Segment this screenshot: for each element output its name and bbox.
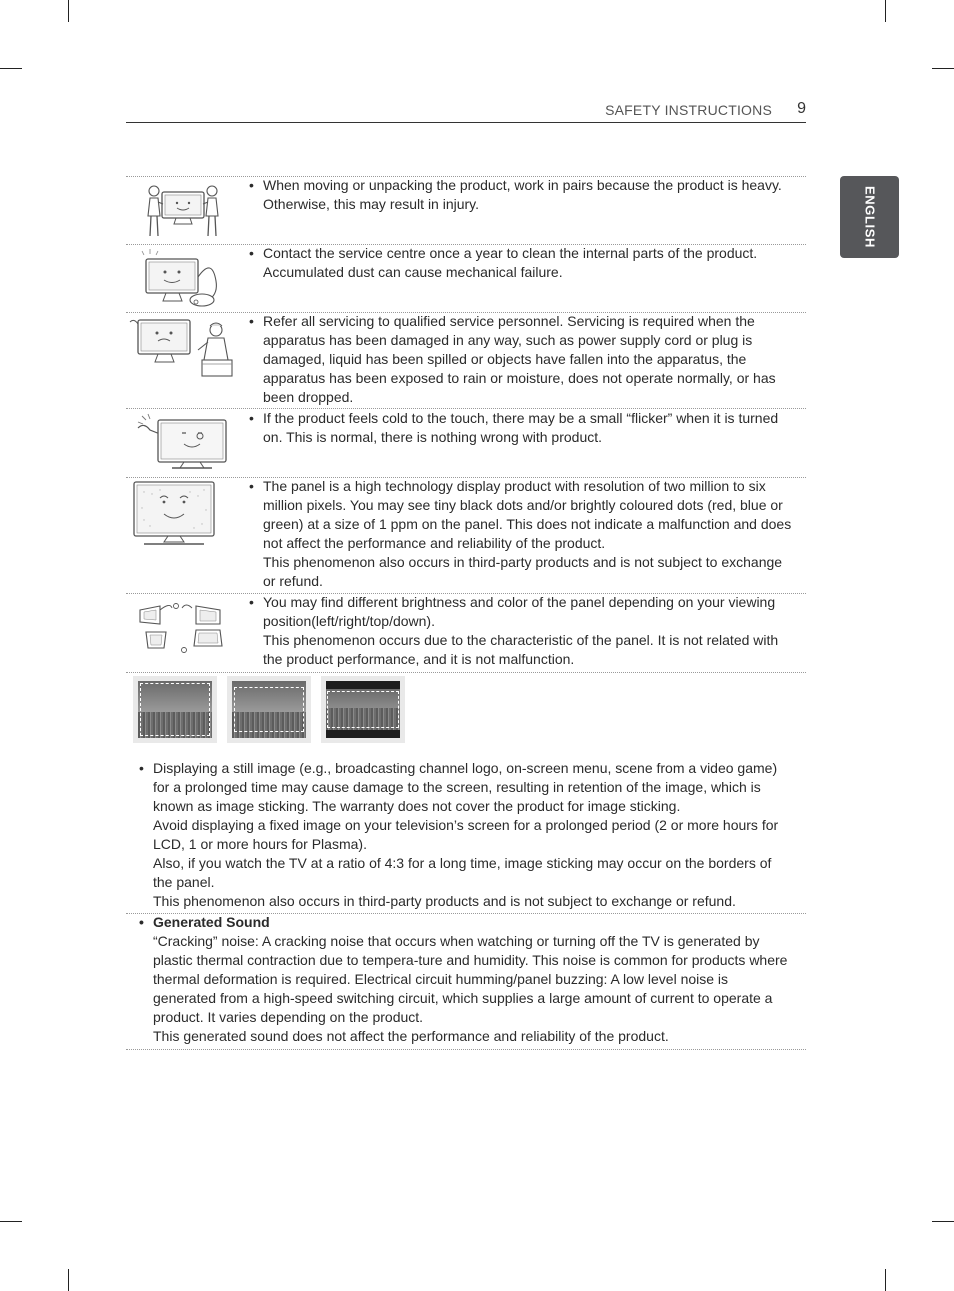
tv-viewing-angle-icon	[136, 600, 230, 656]
bullet-marker: •	[139, 914, 144, 930]
section-title: SAFETY INSTRUCTIONS	[605, 102, 772, 118]
item-text: The panel is a high technology display product with resolution of two million to six million pixels. You may see tiny black dots and/or brightly coloured dots (red, blue or green) at a size of 1 ppm on the panel. This does not indicate a malfunction and does not affect the performance and reliability of the product.	[263, 478, 792, 551]
item-text: Also, if you watch the TV at a ratio of 4:3 for a long time, image sticking may occur on the borders of the panel.	[153, 855, 772, 890]
tv-service-technician-icon	[128, 316, 238, 380]
crop-mark	[932, 68, 954, 69]
image-sticking-photo-full	[133, 676, 217, 743]
item-text: This phenomenon also occurs in third-party products and is not subject to exchange or refund.	[153, 893, 736, 909]
row-divider	[126, 672, 806, 673]
item-text: This phenomenon occurs due to the characteristic of the panel. It is not related with the product performance, and it is not malfunction.	[263, 632, 779, 667]
safety-item	[249, 244, 794, 282]
crop-mark	[68, 1269, 69, 1291]
bullet-marker: •	[249, 245, 254, 261]
safety-item	[249, 477, 794, 591]
tv-vacuum-cleaning-icon	[136, 247, 230, 309]
item-text: This generated sound does not affect the performance and reliability of the product.	[153, 1028, 669, 1044]
bullet-marker: •	[249, 594, 254, 610]
safety-item	[249, 312, 794, 407]
language-tab	[840, 176, 899, 258]
item-text: Refer all servicing to qualified service personnel. Servicing is required when the apparatus has been damaged in any way, such as power supply cord or plug is damaged, liquid has been spilled or objects have fallen into the apparatus, the apparatus has been exposed to rain or moisture, does not operate normally, or has been dropped.	[263, 313, 776, 405]
item-text: Avoid displaying a fixed image on your television’s screen for a prolonged period (2 or more hours for LCD, 1 or more hours for Plasma).	[153, 817, 779, 852]
two-people-carrying-tv-icon	[146, 182, 222, 240]
bullet-marker: •	[249, 478, 254, 494]
crop-mark	[0, 68, 22, 69]
item-text: When moving or unpacking the product, work in pairs because the product is heavy.	[263, 177, 782, 193]
safety-item	[249, 593, 794, 669]
generated-sound-item	[139, 913, 794, 1046]
page-header	[126, 100, 806, 123]
row-divider	[126, 1049, 806, 1050]
bullet-marker: •	[139, 760, 144, 776]
item-text: You may find different brightness and color of the panel depending on your viewing position(left/right/top/down).	[263, 594, 776, 629]
crop-mark	[0, 1221, 22, 1222]
crop-mark	[885, 0, 886, 22]
bullet-marker: •	[249, 177, 254, 193]
page-number: 9	[797, 100, 806, 117]
language-tab-label: ENGLISH	[862, 186, 877, 248]
safety-item	[249, 409, 794, 447]
image-sticking-photo-letterbox	[321, 676, 405, 743]
item-text: Displaying a still image (e.g., broadcasting channel logo, on-screen menu, scene from a video game) for a prolonged time may cause damage to the screen, resulting in retention of the image, which is known as image sticking. The warranty does not cover the product for image sticking.	[153, 760, 778, 814]
crop-mark	[885, 1269, 886, 1291]
item-text: Contact the service centre once a year to clean the internal parts of the product. Accumulated dust can cause mechanical failure.	[263, 245, 758, 280]
bullet-marker: •	[249, 313, 254, 329]
image-sticking-photo-4x3	[227, 676, 311, 743]
tv-flicker-touch-icon	[132, 412, 228, 474]
item-text: Otherwise, this may result in injury.	[263, 196, 480, 212]
bullet-marker: •	[249, 410, 254, 426]
crop-mark	[932, 1221, 954, 1222]
safety-item	[249, 176, 794, 214]
generated-sound-title: Generated Sound	[153, 914, 270, 930]
crop-mark	[68, 0, 69, 22]
item-text: This phenomenon also occurs in third-party products and is not subject to exchange or refund.	[263, 554, 783, 589]
tv-panel-pixels-icon	[132, 480, 218, 548]
item-text: “Cracking” noise: A cracking noise that occurs when watching or turning off the TV is generated by plastic thermal contraction due to tempera-ture and humidity. This noise is common for products where thermal deformation is required. Electrical circuit humming/panel buzzing: A low level noise is generated from a high-speed switching circuit, which supplies a large amount of current to operate a product. It varies depending on the product.	[153, 933, 788, 1025]
image-sticking-item	[139, 759, 794, 911]
item-text: If the product feels cold to the touch, there may be a small “flicker” when it is turned on. This is normal, there is nothing wrong with product.	[263, 410, 779, 445]
